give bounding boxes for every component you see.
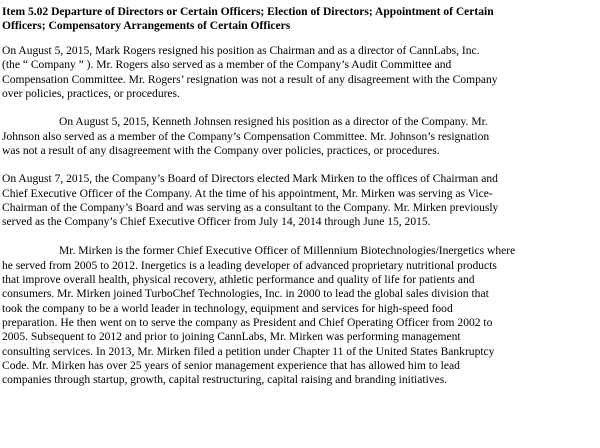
- item-heading: [2, 5, 598, 33]
- text-line: Code. Mr. Mirken has over 25 years of senior management experience that has allowed him to lead: [2, 359, 460, 372]
- heading-line: Item 5.02 Departure of Directors or Certain Officers; Election of Directors; Appointment of Certain: [2, 6, 494, 18]
- text-line: served as the Company’s Chief Executive Officer from July 14, 2014 through June 15, 2015.: [2, 216, 431, 229]
- text-line: 2005. Subsequent to 2012 and prior to joining CannLabs, Mr. Mirken was performing management: [2, 331, 461, 344]
- text-line: preparation. He then went on to serve the company as President and Chief Operating Officer from 2002 to: [2, 316, 493, 329]
- text-line: Chief Executive Officer of the Company. At the time of his appointment, Mr. Mirken was serving as Vice-: [2, 187, 493, 200]
- text-line: consumers. Mr. Mirken joined TurboChef Technologies, Inc. in 2000 to lead the global sales division that: [2, 288, 489, 301]
- text-line: Johnson also served as a member of the Company’s Compensation Committee. Mr. Johnson’s resignation: [2, 130, 490, 143]
- paragraph-rogers-resignation: [2, 44, 598, 101]
- text-line: companies through startup, growth, capital restructuring, capital raising and branding initiatives.: [2, 374, 448, 387]
- text-line: (the “ Company ” ). Mr. Rogers also served as a member of the Company’s Audit Committee and: [2, 59, 452, 72]
- text-line: On August 7, 2015, the Company’s Board of Directors elected Mark Mirken to the offices of Chairman and: [2, 173, 498, 186]
- text-line: that improve overall health, physical recovery, athletic performance and quality of life for patients and: [2, 274, 475, 287]
- paragraph-mirken-election: [2, 172, 598, 229]
- paragraph-mirken-background: [2, 244, 598, 387]
- text-line: took the company to be a world leader in technology, equipment and services for high-speed food: [2, 302, 453, 315]
- heading-line: Officers; Compensatory Arrangements of Certain Officers: [2, 20, 291, 33]
- text-line: Compensation Committee. Mr. Rogers’ resignation was not a result of any disagreement with the Company: [2, 73, 498, 86]
- text-line: over policies, practices, or procedures.: [2, 88, 180, 101]
- text-line: consulting services. In 2013, Mr. Mirken filed a petition under Chapter 11 of the United States Bankruptcy: [2, 345, 495, 358]
- document-body: [2, 0, 598, 387]
- text-line: was not a result of any disagreement with the Company over policies, practices, or procedures.: [2, 144, 440, 157]
- text-line: On August 5, 2015, Kenneth Johnsen resigned his position as a director of the Company. Mr.: [59, 116, 488, 129]
- text-line: On August 5, 2015, Mark Rogers resigned his position as Chairman and as a director of CannLabs, Inc.: [2, 45, 480, 58]
- paragraph-johnsen-resignation: [2, 115, 598, 158]
- text-line: Mr. Mirken is the former Chief Executive Officer of Millennium Biotechnologies/Inergetics where: [59, 245, 516, 258]
- text-line: he served from 2005 to 2012. Inergetics is a leading developer of advanced proprietary nutritional products: [2, 259, 497, 272]
- text-line: Chairman of the Company’s Board and was serving as a consultant to the Company. Mr. Mirken previously: [2, 201, 499, 214]
